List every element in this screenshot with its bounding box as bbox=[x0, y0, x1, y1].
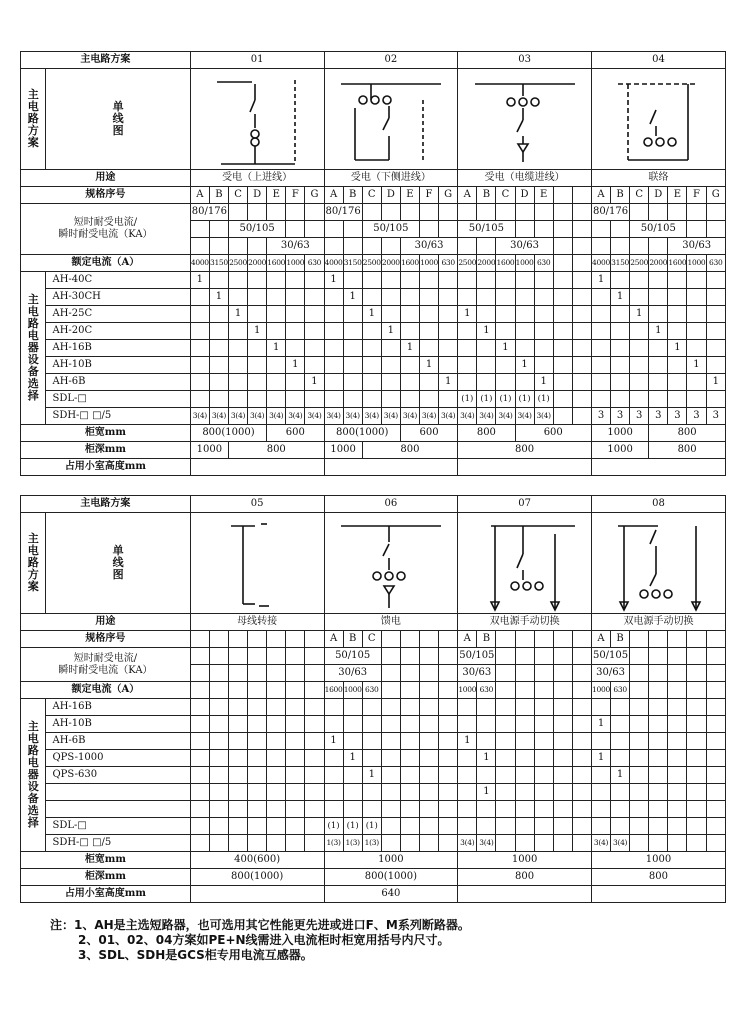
device-name: QPS-1000 bbox=[46, 750, 190, 767]
rated-cell: 630 bbox=[534, 255, 553, 272]
selection-mark: 3(4) bbox=[343, 408, 362, 425]
selection-mark: 3(4) bbox=[209, 408, 228, 425]
cabinet-width-row bbox=[21, 425, 726, 442]
rated-cell: 1600 bbox=[400, 255, 419, 272]
rated-cell: 1600 bbox=[496, 255, 515, 272]
scheme-number: 06 bbox=[324, 496, 458, 513]
row-label-spec: 规格序号 bbox=[21, 631, 191, 648]
rated-current-row bbox=[21, 682, 726, 699]
device-row bbox=[21, 272, 726, 289]
rated-cell: 4000 bbox=[324, 255, 343, 272]
device-row bbox=[21, 784, 726, 801]
depth-value: 800 bbox=[591, 869, 725, 886]
single-line-diagram-03 bbox=[458, 69, 592, 170]
depth-value: 1000 bbox=[190, 442, 228, 459]
scheme-number: 04 bbox=[591, 52, 725, 69]
selection-mark: (1) bbox=[343, 818, 362, 835]
scheme-header-row bbox=[21, 52, 726, 69]
selection-mark: 1 bbox=[496, 340, 515, 357]
device-name: AH-25C bbox=[46, 306, 190, 323]
spec-letter: B bbox=[477, 631, 496, 648]
rated-cell: 630 bbox=[611, 682, 630, 699]
selection-mark: 1 bbox=[286, 357, 305, 374]
scheme-header-label: 主电路方案 bbox=[21, 496, 191, 513]
selection-mark: 3 bbox=[649, 408, 668, 425]
withstand-value: 30/63 bbox=[668, 238, 726, 255]
spec-letter: D bbox=[515, 187, 534, 204]
device-name: AH-10B bbox=[46, 357, 190, 374]
selection-mark: (1) bbox=[496, 391, 515, 408]
depth-value: 800 bbox=[228, 442, 324, 459]
selection-mark: 1 bbox=[668, 340, 687, 357]
rated-cell: 630 bbox=[362, 682, 381, 699]
scheme-header-label: 主电路方案 bbox=[21, 52, 191, 69]
depth-value: 800 bbox=[362, 442, 458, 459]
spec-letter: E bbox=[267, 187, 286, 204]
spec-letter: G bbox=[439, 187, 458, 204]
device-row bbox=[21, 767, 726, 784]
rated-cell: 630 bbox=[706, 255, 725, 272]
device-row bbox=[21, 750, 726, 767]
selection-mark: 1 bbox=[400, 340, 419, 357]
selection-mark: 1 bbox=[706, 374, 725, 391]
selection-mark: 3(4) bbox=[305, 408, 324, 425]
spec-letter: E bbox=[668, 187, 687, 204]
spec-letter: E bbox=[534, 187, 553, 204]
spec-letter: A bbox=[458, 631, 477, 648]
selection-mark: 3(4) bbox=[515, 408, 534, 425]
footnote-3: 3、SDL、SDH是GCS柜专用电流互感器。 bbox=[78, 948, 313, 962]
use-cell: 受电（电缆进线） bbox=[458, 170, 592, 187]
width-value: 800(1000) bbox=[324, 425, 400, 442]
room-height-value: 640 bbox=[324, 886, 458, 903]
row-label-depth: 柜深mm bbox=[21, 869, 191, 886]
withstand-value: 30/63 bbox=[591, 665, 629, 682]
rated-cell: 1600 bbox=[668, 255, 687, 272]
device-row bbox=[21, 733, 726, 750]
rated-current-row bbox=[21, 255, 726, 272]
selection-mark: 1 bbox=[458, 306, 477, 323]
selection-mark: 1 bbox=[362, 767, 381, 784]
spec-letter: C bbox=[228, 187, 247, 204]
selection-mark: 1 bbox=[630, 306, 649, 323]
spec-letter: D bbox=[381, 187, 400, 204]
depth-value: 800 bbox=[458, 869, 592, 886]
selection-mark: 3 bbox=[668, 408, 687, 425]
selection-mark: 3(4) bbox=[400, 408, 419, 425]
scheme-number: 05 bbox=[190, 496, 324, 513]
selection-mark: 1 bbox=[515, 357, 534, 374]
spec-letter: A bbox=[324, 631, 343, 648]
use-row bbox=[21, 614, 726, 631]
use-cell: 双电源手动切换 bbox=[458, 614, 592, 631]
depth-value: 800 bbox=[649, 442, 726, 459]
withstand-value: 50/105 bbox=[458, 221, 515, 238]
selection-mark: 1(3) bbox=[362, 835, 381, 852]
device-row bbox=[21, 357, 726, 374]
footnote-2: 2、01、02、04方案如PE+N线需进入电流柜时柜宽用括号内尺寸。 bbox=[78, 933, 450, 947]
rated-cell: 2000 bbox=[477, 255, 496, 272]
spec-letter: B bbox=[343, 631, 362, 648]
spec-letter: C bbox=[630, 187, 649, 204]
room-height-row bbox=[21, 886, 726, 903]
diagram-row bbox=[21, 513, 726, 614]
rated-cell: 2500 bbox=[458, 255, 477, 272]
withstand-value: 50/105 bbox=[362, 221, 419, 238]
row-label-use: 用途 bbox=[21, 614, 191, 631]
device-name-empty bbox=[46, 801, 190, 818]
cabinet-width-row bbox=[21, 852, 726, 869]
spec-letter: G bbox=[706, 187, 725, 204]
selection-mark: 1 bbox=[611, 767, 630, 784]
rated-cell: 1000 bbox=[687, 255, 706, 272]
device-name: AH-30CH bbox=[46, 289, 190, 306]
device-name: SDL-□ bbox=[46, 818, 190, 835]
selection-mark: 3(4) bbox=[458, 408, 477, 425]
selection-mark: 1 bbox=[458, 733, 477, 750]
diagram-label: 单 线 图 bbox=[46, 69, 190, 170]
withstand-value: 50/105 bbox=[630, 221, 687, 238]
depth-value: 800 bbox=[458, 442, 592, 459]
selection-mark: (1) bbox=[534, 391, 553, 408]
selection-mark: 3(4) bbox=[267, 408, 286, 425]
selection-mark: 3 bbox=[687, 408, 706, 425]
rated-cell: 1600 bbox=[267, 255, 286, 272]
selection-mark: (1) bbox=[477, 391, 496, 408]
withstand-value: 30/63 bbox=[400, 238, 457, 255]
device-row bbox=[21, 289, 726, 306]
selection-mark: 1 bbox=[343, 750, 362, 767]
use-row bbox=[21, 170, 726, 187]
spec-letter: C bbox=[362, 631, 381, 648]
rated-cell: 4000 bbox=[591, 255, 610, 272]
withstand-value: 50/105 bbox=[324, 648, 381, 665]
row-label-spec: 规格序号 bbox=[21, 187, 191, 204]
device-name: QPS-630 bbox=[46, 767, 190, 784]
rated-cell: 4000 bbox=[190, 255, 209, 272]
use-cell: 双电源手动切换 bbox=[591, 614, 725, 631]
withstand-value: 50/105 bbox=[591, 648, 629, 665]
room-height-row bbox=[21, 459, 726, 476]
withstand-value: 50/105 bbox=[458, 648, 496, 665]
spec-letter: B bbox=[477, 187, 496, 204]
width-value: 600 bbox=[515, 425, 591, 442]
scheme-number: 03 bbox=[458, 52, 592, 69]
scheme-table-1 bbox=[20, 51, 726, 476]
spec-letter: B bbox=[343, 187, 362, 204]
selection-mark: 3(4) bbox=[591, 835, 610, 852]
depth-value: 800(1000) bbox=[190, 869, 324, 886]
width-value: 600 bbox=[400, 425, 457, 442]
selection-mark: 3(4) bbox=[362, 408, 381, 425]
device-name: AH-20C bbox=[46, 323, 190, 340]
single-line-diagram-04 bbox=[591, 69, 725, 170]
withstand-value: 80/176 bbox=[190, 204, 228, 221]
selection-mark: (1) bbox=[324, 818, 343, 835]
rated-cell: 1000 bbox=[458, 682, 477, 699]
device-row bbox=[21, 835, 726, 852]
selection-mark: 1(3) bbox=[343, 835, 362, 852]
selection-mark: (1) bbox=[458, 391, 477, 408]
selection-mark: 3(4) bbox=[477, 835, 496, 852]
rated-cell: 1000 bbox=[419, 255, 438, 272]
selection-mark: 3(4) bbox=[534, 408, 553, 425]
side-label-scheme: 主 电 路 方 案 bbox=[21, 513, 46, 614]
device-row bbox=[21, 801, 726, 818]
rated-cell: 630 bbox=[477, 682, 496, 699]
device-name: AH-40C bbox=[46, 272, 190, 289]
selection-mark: 1 bbox=[190, 272, 209, 289]
footnote-1: 注：1、AH是主选短路器，也可选用其它性能更先进或进口F、M系列断路器。 bbox=[50, 918, 470, 932]
selection-mark: 1 bbox=[228, 306, 247, 323]
device-name-empty bbox=[46, 784, 190, 801]
rated-cell: 2000 bbox=[381, 255, 400, 272]
device-row bbox=[21, 340, 726, 357]
rated-cell: 3150 bbox=[343, 255, 362, 272]
single-line-diagram-01 bbox=[190, 69, 324, 170]
cabinet-depth-row bbox=[21, 442, 726, 459]
diagram-label: 单 线 图 bbox=[46, 513, 190, 614]
withstand-row-80 bbox=[21, 204, 726, 221]
row-label-room: 占用小室高度mm bbox=[21, 459, 191, 476]
cabinet-depth-row bbox=[21, 869, 726, 886]
selection-mark: 1 bbox=[381, 323, 400, 340]
single-line-diagram-08 bbox=[591, 513, 725, 614]
scheme-header-row bbox=[21, 496, 726, 513]
spec-letter: C bbox=[362, 187, 381, 204]
row-label-use: 用途 bbox=[21, 170, 191, 187]
device-row bbox=[21, 323, 726, 340]
withstand-row-50 bbox=[21, 648, 726, 665]
withstand-value: 30/63 bbox=[324, 665, 381, 682]
device-name: AH-6B bbox=[46, 374, 190, 391]
use-cell: 馈电 bbox=[324, 614, 458, 631]
selection-mark: 1 bbox=[477, 784, 496, 801]
single-line-diagram-05 bbox=[190, 513, 324, 614]
withstand-value: 80/176 bbox=[591, 204, 629, 221]
spec-letter: A bbox=[591, 187, 610, 204]
side-label-scheme: 主 电 路 方 案 bbox=[21, 69, 46, 170]
spec-letter: F bbox=[286, 187, 305, 204]
selection-mark: (1) bbox=[362, 818, 381, 835]
scheme-number: 08 bbox=[591, 496, 725, 513]
spec-letter: A bbox=[591, 631, 610, 648]
selection-mark: 1 bbox=[649, 323, 668, 340]
scheme-table-2 bbox=[20, 495, 726, 903]
width-value: 800 bbox=[649, 425, 726, 442]
device-row bbox=[21, 391, 726, 408]
width-value: 800(1000) bbox=[190, 425, 266, 442]
row-label-room: 占用小室高度mm bbox=[21, 886, 191, 903]
rated-cell: 2000 bbox=[248, 255, 267, 272]
selection-mark: 1 bbox=[591, 272, 610, 289]
selection-mark: 3(4) bbox=[611, 835, 630, 852]
device-row bbox=[21, 374, 726, 391]
width-value: 600 bbox=[267, 425, 324, 442]
row-label-withstand: 短时耐受电流/ 瞬时耐受电流（KA） bbox=[21, 648, 191, 682]
device-name: AH-16B bbox=[46, 340, 190, 357]
spec-letter: G bbox=[305, 187, 324, 204]
selection-mark: 1 bbox=[209, 289, 228, 306]
selection-mark: 3(4) bbox=[477, 408, 496, 425]
rated-cell: 2500 bbox=[630, 255, 649, 272]
use-cell: 受电（上进线） bbox=[190, 170, 324, 187]
side-label-equipment: 主 电 路 电 器 设 备 选 择 bbox=[21, 272, 46, 425]
single-line-diagram-07 bbox=[458, 513, 592, 614]
spec-letter: A bbox=[190, 187, 209, 204]
device-name: AH-6B bbox=[46, 733, 190, 750]
device-name: AH-10B bbox=[46, 716, 190, 733]
rated-cell: 1600 bbox=[324, 682, 343, 699]
rated-cell: 1000 bbox=[591, 682, 610, 699]
spec-letter: A bbox=[324, 187, 343, 204]
selection-mark: 1 bbox=[324, 272, 343, 289]
selection-mark: 1 bbox=[362, 306, 381, 323]
rated-cell: 1000 bbox=[343, 682, 362, 699]
selection-mark: 3(4) bbox=[458, 835, 477, 852]
spec-letter: A bbox=[458, 187, 477, 204]
withstand-value: 30/63 bbox=[267, 238, 324, 255]
device-row bbox=[21, 699, 726, 716]
selection-mark: 1 bbox=[419, 357, 438, 374]
spec-row bbox=[21, 631, 726, 648]
selection-mark: 1 bbox=[439, 374, 458, 391]
device-row bbox=[21, 306, 726, 323]
device-row bbox=[21, 716, 726, 733]
use-cell: 母线转接 bbox=[190, 614, 324, 631]
spec-row bbox=[21, 187, 726, 204]
rated-cell: 630 bbox=[439, 255, 458, 272]
selection-mark: 3 bbox=[591, 408, 610, 425]
rated-cell: 1000 bbox=[286, 255, 305, 272]
spec-letter: B bbox=[209, 187, 228, 204]
single-line-diagram-02 bbox=[324, 69, 458, 170]
width-value: 800 bbox=[458, 425, 515, 442]
device-row bbox=[21, 408, 726, 425]
device-name: SDH-□ □/5 bbox=[46, 835, 190, 852]
selection-mark: 3(4) bbox=[419, 408, 438, 425]
row-label-depth: 柜深mm bbox=[21, 442, 191, 459]
depth-value: 800(1000) bbox=[324, 869, 458, 886]
device-name: SDH-□ □/5 bbox=[46, 408, 190, 425]
row-label-width: 柜宽mm bbox=[21, 852, 191, 869]
scheme-number: 07 bbox=[458, 496, 592, 513]
selection-mark: 1 bbox=[267, 340, 286, 357]
selection-mark: 3 bbox=[611, 408, 630, 425]
selection-mark: 1 bbox=[305, 374, 324, 391]
selection-mark: (1) bbox=[515, 391, 534, 408]
device-row bbox=[21, 818, 726, 835]
selection-mark: 1 bbox=[248, 323, 267, 340]
selection-mark: 1 bbox=[591, 750, 610, 767]
footnotes bbox=[50, 918, 470, 963]
spec-letter: E bbox=[400, 187, 419, 204]
selection-mark: 3 bbox=[706, 408, 725, 425]
selection-mark: 3(4) bbox=[439, 408, 458, 425]
depth-value: 1000 bbox=[591, 442, 648, 459]
rated-cell: 2500 bbox=[228, 255, 247, 272]
selection-mark: 3(4) bbox=[324, 408, 343, 425]
width-value: 1000 bbox=[591, 425, 648, 442]
width-value: 1000 bbox=[591, 852, 725, 869]
row-label-withstand: 短时耐受电流/ 瞬时耐受电流（KA） bbox=[21, 204, 191, 255]
selection-mark: 1 bbox=[591, 716, 610, 733]
width-value: 1000 bbox=[324, 852, 458, 869]
selection-mark: 1 bbox=[477, 750, 496, 767]
use-cell: 联络 bbox=[591, 170, 725, 187]
selection-mark: 3 bbox=[630, 408, 649, 425]
diagram-row bbox=[21, 69, 726, 170]
rated-cell: 2000 bbox=[649, 255, 668, 272]
selection-mark: 1 bbox=[477, 323, 496, 340]
spec-letter: D bbox=[248, 187, 267, 204]
spec-letter: B bbox=[611, 187, 630, 204]
spec-letter: F bbox=[419, 187, 438, 204]
selection-mark: 3(4) bbox=[190, 408, 209, 425]
use-cell: 受电（下侧进线） bbox=[324, 170, 458, 187]
withstand-value: 80/176 bbox=[324, 204, 362, 221]
single-line-diagram-06 bbox=[324, 513, 458, 614]
rated-cell: 3150 bbox=[611, 255, 630, 272]
depth-value: 1000 bbox=[324, 442, 362, 459]
scheme-number: 01 bbox=[190, 52, 324, 69]
selection-mark: 1 bbox=[324, 733, 343, 750]
rated-cell: 1000 bbox=[515, 255, 534, 272]
selection-mark: 1 bbox=[611, 289, 630, 306]
rated-cell: 2500 bbox=[362, 255, 381, 272]
spec-letter: F bbox=[687, 187, 706, 204]
spec-letter: C bbox=[496, 187, 515, 204]
selection-mark: 1 bbox=[534, 374, 553, 391]
withstand-value: 30/63 bbox=[496, 238, 553, 255]
rated-cell: 3150 bbox=[209, 255, 228, 272]
selection-mark: 3(4) bbox=[381, 408, 400, 425]
selection-mark: 3(4) bbox=[286, 408, 305, 425]
selection-mark: 3(4) bbox=[248, 408, 267, 425]
rated-cell: 630 bbox=[305, 255, 324, 272]
row-label-width: 柜宽mm bbox=[21, 425, 191, 442]
row-label-rated: 额定电流（A） bbox=[21, 682, 191, 699]
spec-letter: D bbox=[649, 187, 668, 204]
selection-mark: 1 bbox=[687, 357, 706, 374]
selection-mark: 3(4) bbox=[228, 408, 247, 425]
withstand-value: 30/63 bbox=[458, 665, 496, 682]
side-label-equipment: 主 电 路 电 器 设 备 选 择 bbox=[21, 699, 46, 852]
spec-letter: B bbox=[611, 631, 630, 648]
scheme-number: 02 bbox=[324, 52, 458, 69]
withstand-value: 50/105 bbox=[228, 221, 285, 238]
width-value: 400(600) bbox=[190, 852, 324, 869]
selection-mark: 1(3) bbox=[324, 835, 343, 852]
width-value: 1000 bbox=[458, 852, 592, 869]
device-name: AH-16B bbox=[46, 699, 190, 716]
device-name: SDL-□ bbox=[46, 391, 190, 408]
row-label-rated: 额定电流（A） bbox=[21, 255, 191, 272]
selection-mark: 1 bbox=[343, 289, 362, 306]
selection-mark: 3(4) bbox=[496, 408, 515, 425]
